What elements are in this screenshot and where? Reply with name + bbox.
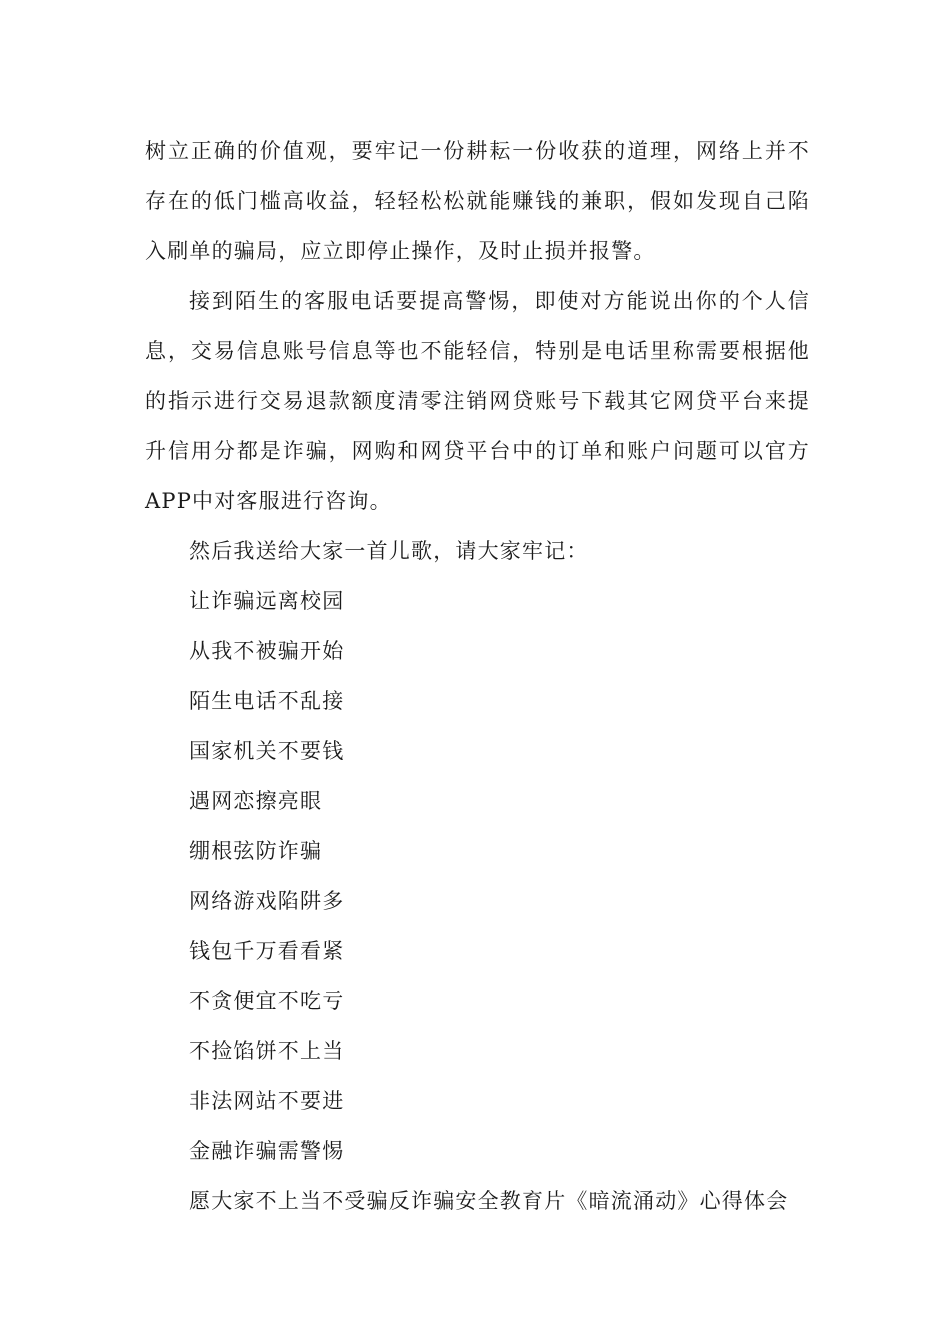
verse-line-8: 钱包千万看看紧 (189, 939, 345, 963)
verse-line-2: 从我不被骗开始 (189, 639, 345, 663)
verse-line-1: 让诈骗远离校园 (189, 589, 345, 613)
verse-line-9: 不贪便宜不吃亏 (189, 989, 345, 1013)
verse-line-4: 国家机关不要钱 (189, 739, 345, 763)
paragraph-3: 然后我送给大家一首儿歌，请大家牢记： (189, 539, 589, 563)
verse-line-3: 陌生电话不乱接 (189, 689, 345, 713)
paragraph-2: 接到陌生的客服电话要提高警惕，即使对方能说出你的个人信息，交易信息账号信息等也不能轻信，特别是电话里称需要根据他的指示进行交易退款额度清零注销网贷账号下载其它网贷平台来提升信用分都是诈骗，网购和网贷平台中的订单和账户问题可以官方APP中对客服进行咨询。 (145, 289, 810, 513)
verse-line-5: 遇网恋擦亮眼 (189, 789, 323, 813)
paragraph-1: 树立正确的价值观，要牢记一份耕耘一份收获的道理，网络上并不存在的低门槛高收益，轻轻松松就能赚钱的兼职，假如发现自己陷入刷单的骗局，应立即停止操作，及时止损并报警。 (145, 139, 810, 263)
closing-line: 愿大家不上当不受骗反诈骗安全教育片《暗流涌动》心得体会 (189, 1189, 789, 1213)
verse-line-7: 网络游戏陷阱多 (189, 889, 345, 913)
verse-line-12: 金融诈骗需警惕 (189, 1139, 345, 1163)
verse-line-6: 绷根弦防诈骗 (189, 839, 323, 863)
verse-line-10: 不捡馅饼不上当 (189, 1039, 345, 1063)
verse-line-11: 非法网站不要进 (189, 1089, 345, 1113)
document-body (145, 126, 810, 1226)
